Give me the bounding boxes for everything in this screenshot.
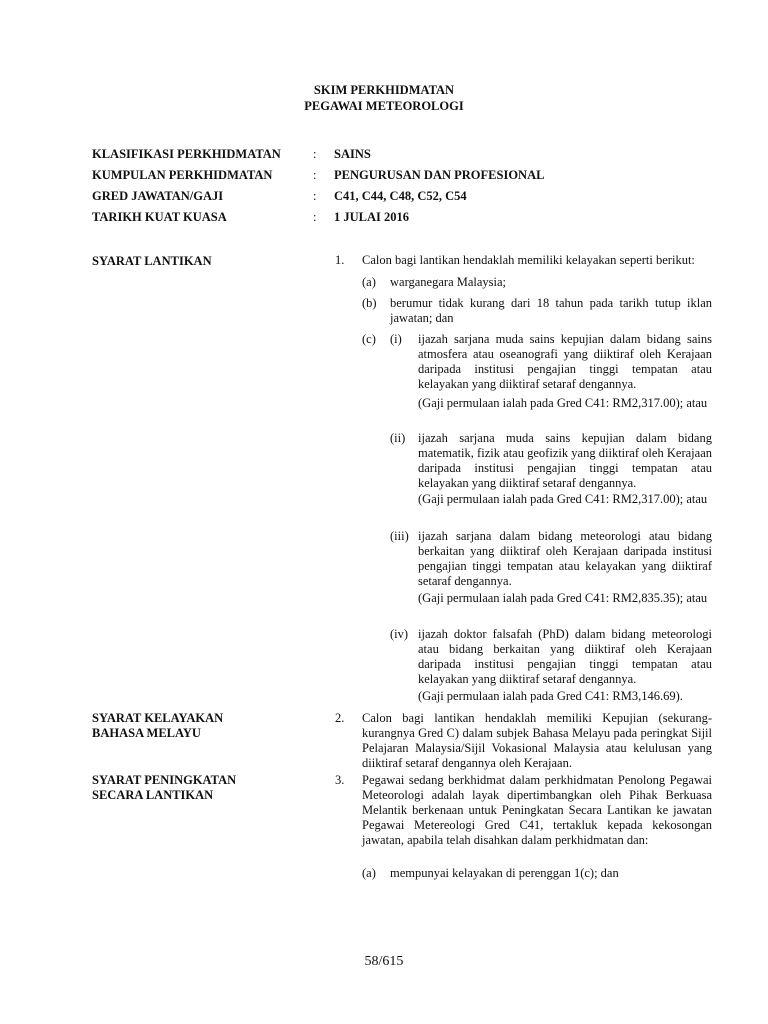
meta-label: TARIKH KUAT KUASA bbox=[92, 210, 227, 224]
salary-note: (Gaji permulaan ialah pada Gred C41: RM2,317.00); atau bbox=[418, 492, 708, 506]
section-label-peningkatan bbox=[92, 773, 292, 803]
salary-note: (Gaji permulaan ialah pada Gred C41: RM3,146.69). bbox=[418, 689, 683, 703]
item-marker: (c) bbox=[362, 332, 376, 346]
item-text: warganegara Malaysia; bbox=[390, 275, 507, 289]
subitem-marker: (iii) bbox=[390, 529, 409, 543]
section-label-line: SECARA LANTIKAN bbox=[92, 788, 214, 802]
section-label-syarat-lantikan: SYARAT LANTIKAN bbox=[92, 254, 212, 268]
salary-note: (Gaji permulaan ialah pada Gred C41: RM2,835.35); atau bbox=[418, 591, 708, 605]
section-label-bahasa bbox=[92, 711, 292, 741]
paragraph-intro: Calon bagi lantikan hendaklah memiliki kelayakan seperti berikut: bbox=[362, 253, 695, 267]
meta-label: KUMPULAN PERKHIDMATAN bbox=[92, 168, 273, 182]
item-marker: (b) bbox=[362, 296, 377, 310]
title-line-2: PEGAWAI METEOROLOGI bbox=[304, 99, 464, 113]
salary-note: (Gaji permulaan ialah pada Gred C41: RM2,317.00); atau bbox=[418, 396, 708, 410]
subitem-text: ijazah sarjana muda sains kepujian dalam bidang sains atmosfera atau oseanografi yang diiktiraf oleh Kerajaan daripada institusi pengajian tinggi tempatan atau kelayakan yang diiktiraf setaraf dengannya. bbox=[418, 332, 712, 391]
meta-colon: : bbox=[313, 210, 317, 224]
meta-value: C41, C44, C48, C52, C54 bbox=[334, 189, 467, 203]
meta-value: 1 JULAI 2016 bbox=[334, 210, 410, 224]
section-label-line: SYARAT PENINGKATAN bbox=[92, 773, 237, 787]
meta-label: KLASIFIKASI PERKHIDMATAN bbox=[92, 147, 281, 161]
subitem-text: ijazah sarjana dalam bidang meteorologi atau bidang berkaitan yang diiktiraf oleh Kerajaan daripada institusi pengajian tinggi tempatan atau kelayakan yang diiktiraf setaraf dengannya. bbox=[418, 529, 712, 588]
meta-colon: : bbox=[313, 147, 317, 161]
subitem-marker: (i) bbox=[390, 332, 402, 346]
meta-colon: : bbox=[313, 189, 317, 203]
document-title bbox=[0, 82, 768, 114]
subitem-marker: (ii) bbox=[390, 431, 406, 445]
item-text: berumur tidak kurang dari 18 tahun pada tarikh tutup iklan jawatan; dan bbox=[390, 296, 712, 325]
item-marker: (a) bbox=[362, 866, 376, 880]
paragraph-number: 3. bbox=[335, 773, 345, 787]
subitem-marker: (iv) bbox=[390, 627, 409, 641]
title-line-1: SKIM PERKHIDMATAN bbox=[313, 83, 455, 97]
paragraph-number: 1. bbox=[335, 253, 345, 267]
meta-value: PENGURUSAN DAN PROFESIONAL bbox=[334, 168, 545, 182]
section-label-line: BAHASA MELAYU bbox=[92, 726, 201, 740]
paragraph-text: Calon bagi lantikan hendaklah memiliki Kepujian (sekurang-kurangnya Gred C) dalam subjek Bahasa Melayu pada peringkat Sijil Pelajaran Malaysia/Sijil Vokasional Malaysia atau kelulusan yang diiktiraf setaraf dengannya oleh Kerajaan. bbox=[362, 711, 712, 770]
section-label-line: SYARAT KELAYAKAN bbox=[92, 711, 224, 725]
meta-label: GRED JAWATAN/GAJI bbox=[92, 189, 224, 203]
paragraph-text: Pegawai sedang berkhidmat dalam perkhidmatan Penolong Pegawai Meteorologi adalah layak dipertimbangkan oleh Pihak Berkuasa Melantik berkenaan untuk Peningkatan Secara Lantikan ke jawatan Pegawai Metereologi Gred C41, tertakluk kepada kekosongan jawatan, apabila telah disahkan dalam perkhidmatan dan: bbox=[362, 773, 712, 847]
subitem-text: ijazah sarjana muda sains kepujian dalam bidang matematik, fizik atau geofizik yang diiktiraf oleh Kerajaan daripada institusi pengajian tinggi tempatan atau kelayakan yang diiktiraf setaraf dengannya. bbox=[418, 431, 712, 490]
paragraph-number: 2. bbox=[335, 711, 345, 725]
item-marker: (a) bbox=[362, 275, 376, 289]
page-number: 58/615 bbox=[364, 954, 404, 969]
meta-value: SAINS bbox=[334, 147, 371, 161]
meta-colon: : bbox=[313, 168, 317, 182]
subitem-text: ijazah doktor falsafah (PhD) dalam bidang meteorologi atau bidang berkaitan yang diiktiraf oleh Kerajaan daripada institusi pengajian tinggi tempatan atau kelayakan yang diiktiraf setaraf dengannya. bbox=[418, 627, 712, 686]
item-text: mempunyai kelayakan di perenggan 1(c); dan bbox=[390, 866, 619, 880]
